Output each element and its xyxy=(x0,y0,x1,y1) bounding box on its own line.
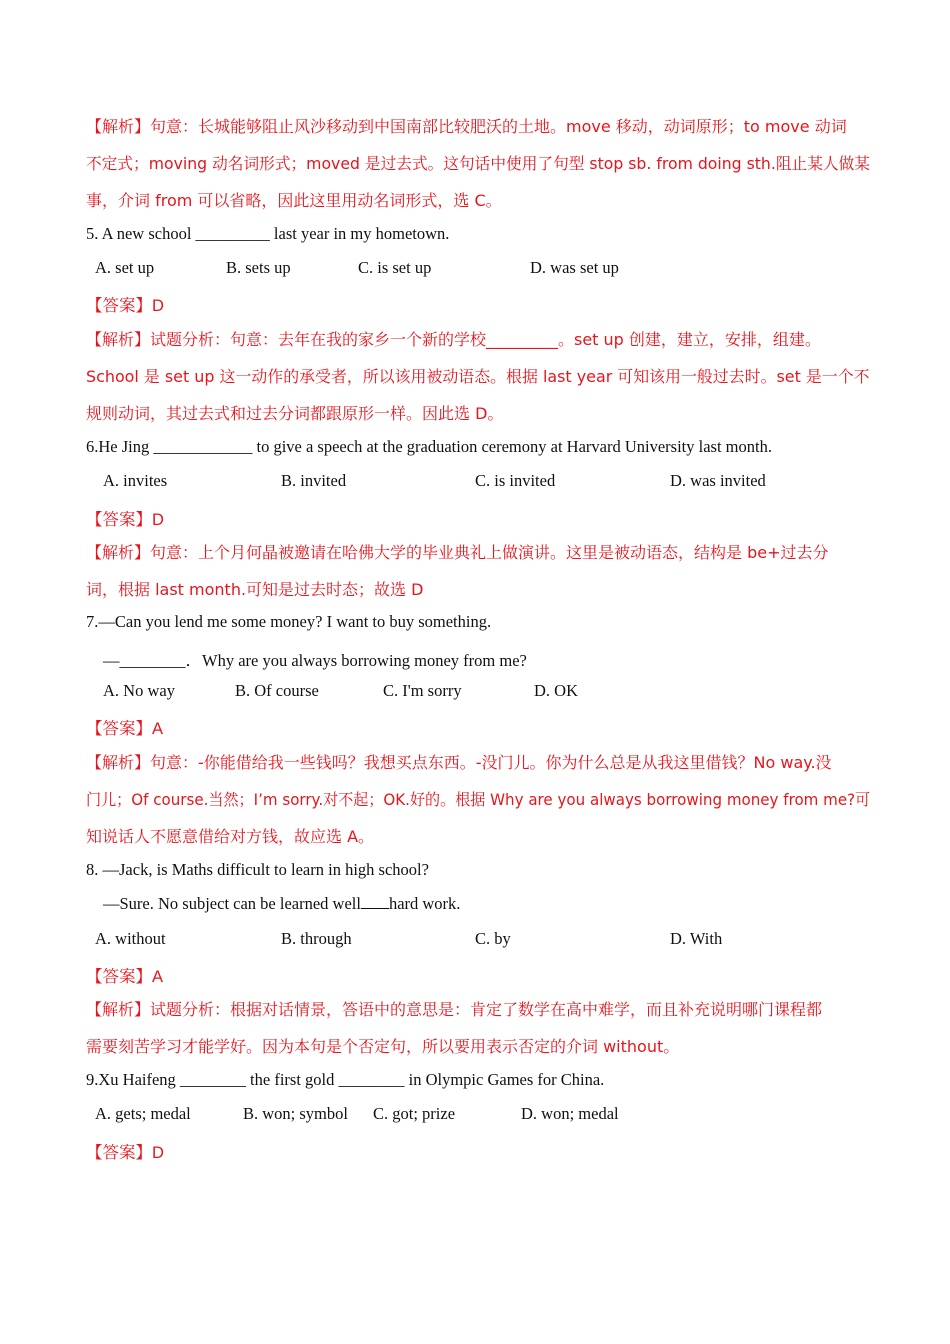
q7-stem-reply: —________．Why are you always borrowing money from me? xyxy=(103,651,527,670)
q7-option-d: D. OK xyxy=(534,681,578,700)
q5-option-a: A. set up xyxy=(95,258,155,277)
q7-explanation-line-2: 门儿；Of course.当然；I’m sorry.对不起；OK.好的。根据 Why are you always borrowing money from me?可 xyxy=(86,790,871,809)
q8-reply-before-blank: —Sure. No subject can be learned well xyxy=(103,894,361,913)
q5-explanation-line-2: School 是 set up 这一动作的承受者，所以该用被动语态。根据 last year 可知该用一般过去时。set 是一个不 xyxy=(86,367,870,386)
q9-option-a: A. gets; medal xyxy=(95,1104,191,1123)
q5-option-c: C. is set up xyxy=(358,258,432,277)
q9-stem: 9.Xu Haifeng ________ the first gold ________ in Olympic Games for China. xyxy=(86,1070,605,1089)
q7-option-b: B. Of course xyxy=(235,681,319,700)
q7-explanation-line-1: 【解析】句意：-你能借给我一些钱吗？我想买点东西。-没门儿。你为什么总是从我这里借钱？No way.没 xyxy=(86,753,832,772)
q8-stem-reply xyxy=(103,894,460,914)
q4-explanation-line-3: 事，介词 from 可以省略，因此这里用动名词形式，选 C。 xyxy=(86,191,502,210)
q8-option-c: C. by xyxy=(475,929,511,948)
q7-stem: 7.—Can you lend me some money? I want to buy something. xyxy=(86,612,492,631)
q4-explanation-line-2: 不定式；moving 动名词形式；moved 是过去式。这句话中使用了句型 stop sb. from doing sth.阻止某人做某 xyxy=(86,154,870,173)
q8-explanation-line-2: 需要刻苦学习才能学好。因为本句是个否定句，所以要用表示否定的介词 without。 xyxy=(86,1037,680,1056)
q6-option-b: B. invited xyxy=(281,471,347,490)
q6-stem: 6.He Jing ____________ to give a speech at the graduation ceremony at Harvard University last month. xyxy=(86,437,772,456)
q9-option-b: B. won; symbol xyxy=(243,1104,348,1123)
q9-option-c: C. got; prize xyxy=(373,1104,456,1123)
q8-explanation-line-1: 【解析】试题分析：根据对话情景，答语中的意思是：肯定了数学在高中难学，而且补充说明哪门课程都 xyxy=(86,1000,823,1019)
q7-explanation-line-3: 知说话人不愿意借给对方钱，故应选 A。 xyxy=(86,827,375,846)
q8-option-b: B. through xyxy=(281,929,352,948)
q5-explanation-line-1: 【解析】试题分析：句意：去年在我的家乡一个新的学校_________。set up 创建，建立，安排，组建。 xyxy=(86,330,821,349)
q7-option-c: C. I'm sorry xyxy=(383,681,462,700)
q5-option-d: D. was set up xyxy=(530,258,619,277)
q6-explanation-line-1: 【解析】句意：上个月何晶被邀请在哈佛大学的毕业典礼上做演讲。这里是被动语态，结构是 be+过去分 xyxy=(86,543,829,562)
q7-answer: 【答案】A xyxy=(86,720,164,738)
q8-stem: 8. —Jack, is Maths difficult to learn in high school? xyxy=(86,860,429,879)
q9-option-d: D. won; medal xyxy=(521,1104,619,1123)
q7-option-a: A. No way xyxy=(103,681,175,700)
q5-explanation-line-3: 规则动词，其过去式和过去分词都跟原形一样。因此选 D。 xyxy=(86,404,504,423)
q6-option-c: C. is invited xyxy=(475,471,556,490)
q5-stem: 5. A new school _________ last year in my hometown. xyxy=(86,224,450,243)
q8-answer: 【答案】A xyxy=(86,968,164,986)
q6-answer: 【答案】D xyxy=(86,511,164,529)
q8-option-d: D. With xyxy=(670,929,723,948)
q6-option-d: D. was invited xyxy=(670,471,766,490)
q8-answer-blank xyxy=(361,894,389,909)
q5-option-b: B. sets up xyxy=(226,258,291,277)
q5-answer: 【答案】D xyxy=(86,297,164,315)
q8-option-a: A. without xyxy=(95,929,166,948)
q4-explanation-line-1: 【解析】句意：长城能够阻止风沙移动到中国南部比较肥沃的土地。move 移动，动词原形；to move 动词 xyxy=(86,117,847,136)
q6-option-a: A. invites xyxy=(103,471,168,490)
q6-explanation-line-2: 词，根据 last month.可知是过去时态；故选 D xyxy=(86,580,424,599)
q9-answer: 【答案】D xyxy=(86,1144,164,1162)
q8-reply-after-blank: hard work. xyxy=(388,894,461,913)
